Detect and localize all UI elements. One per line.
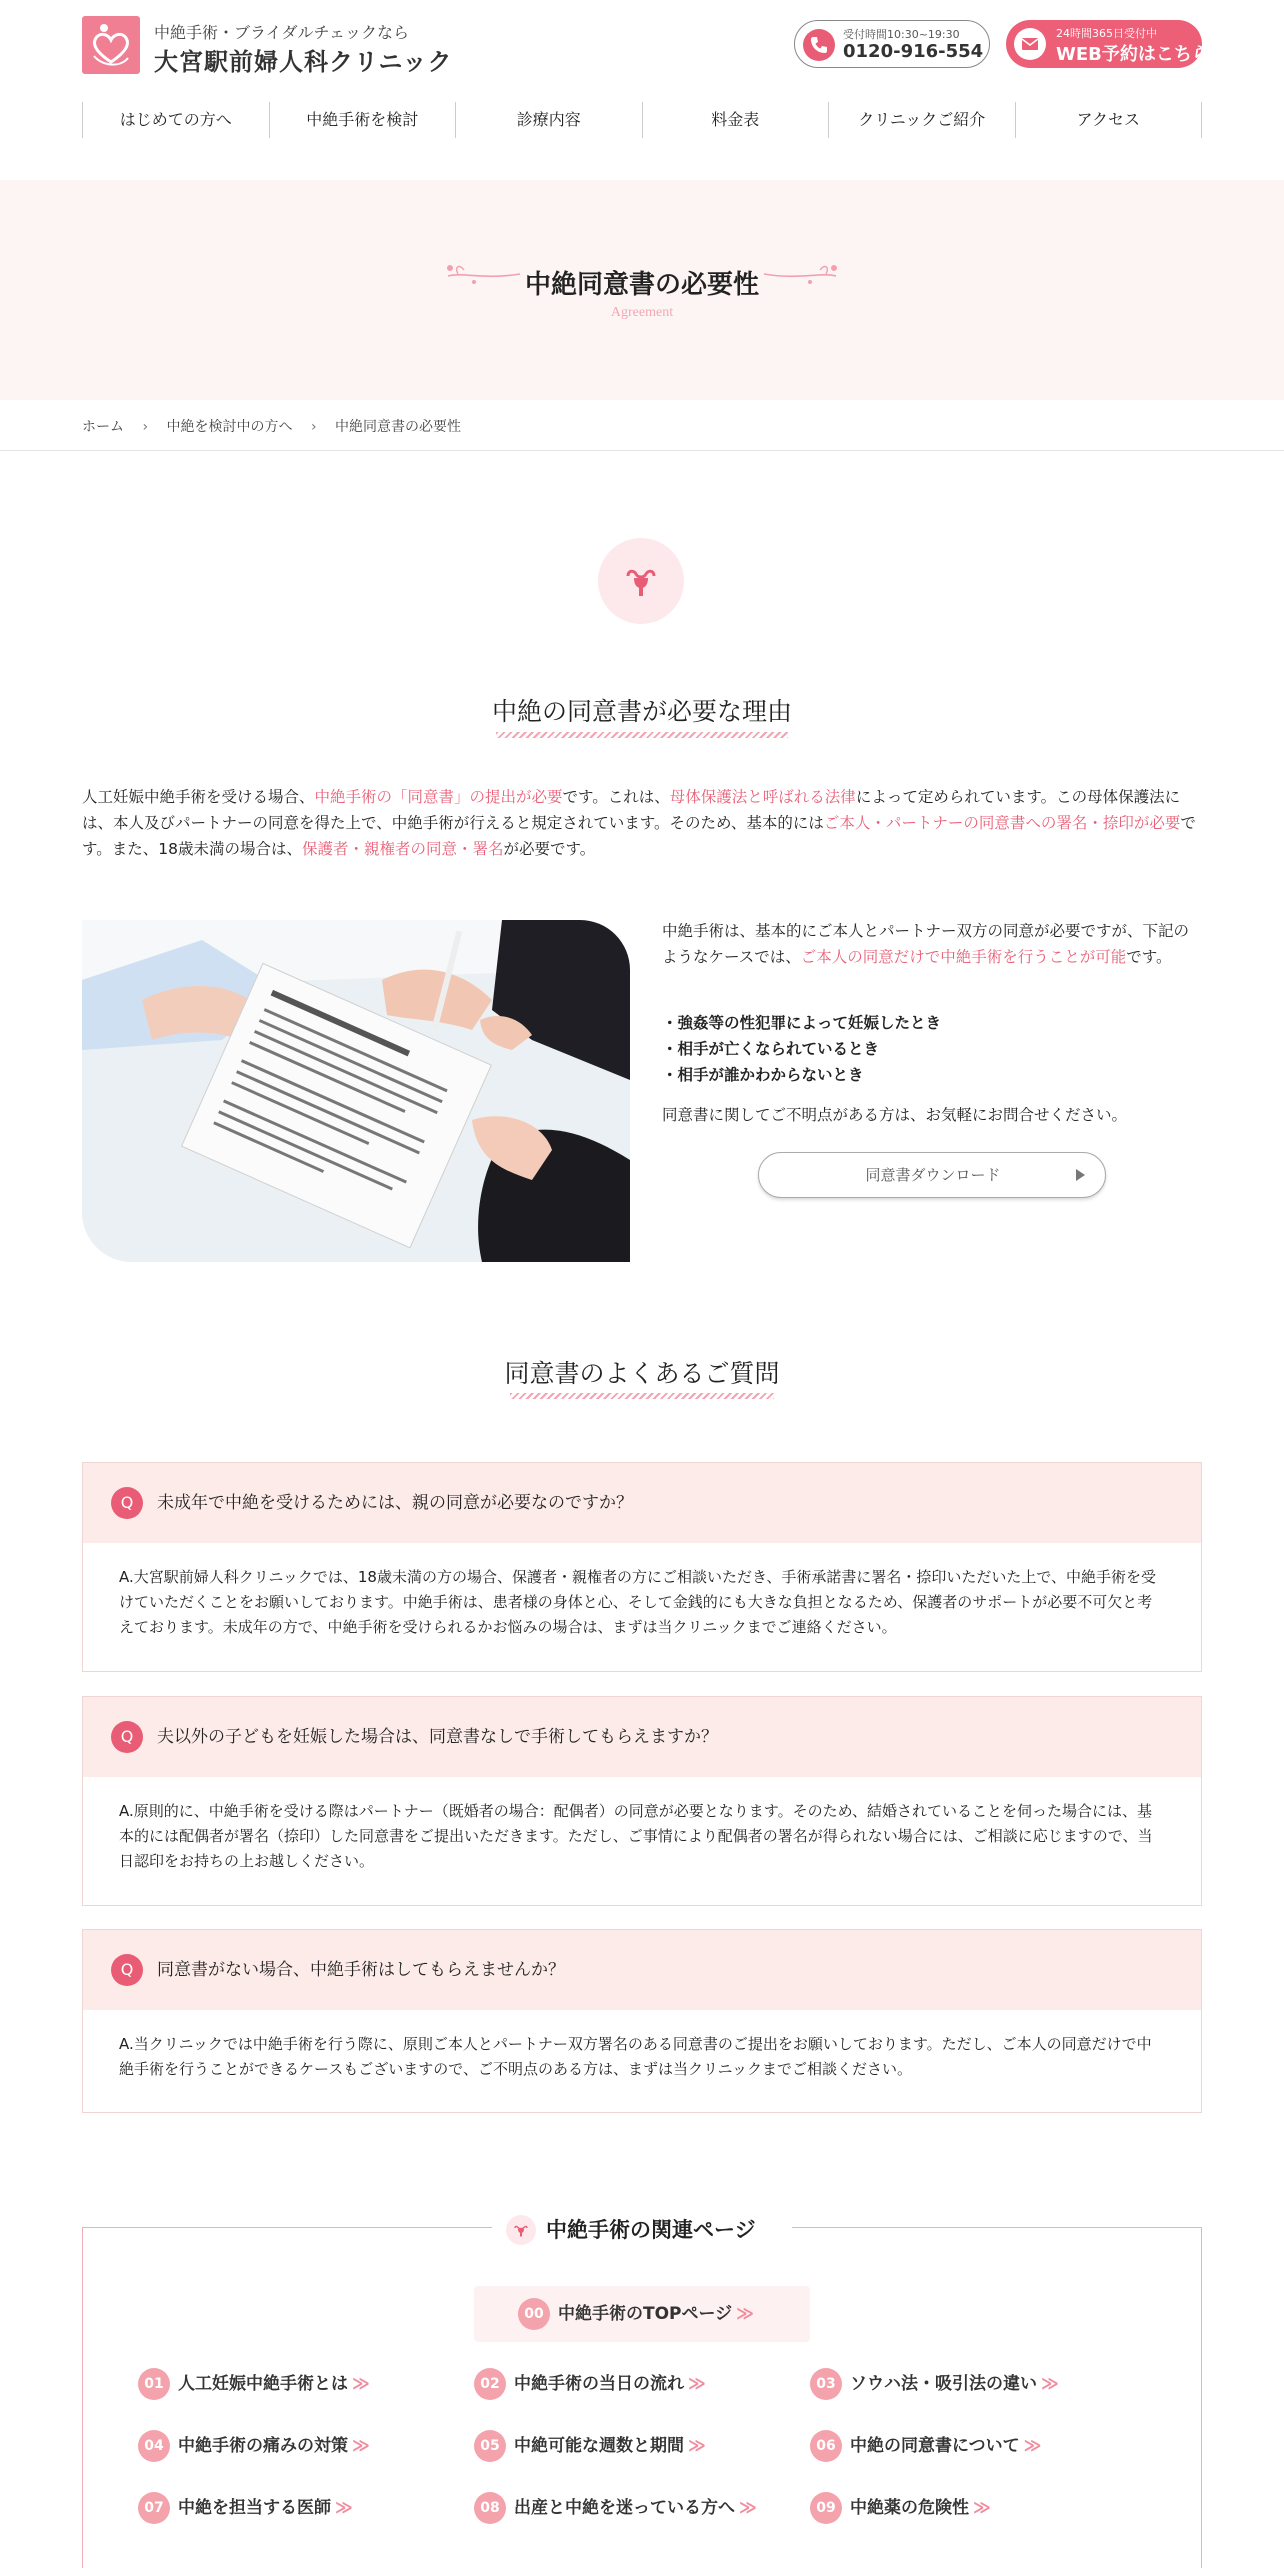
paragraph-text: 中絶手術は、基本的にご本人とパートナー双方の同意が必要ですが、下記のようなケースでは、	[662, 922, 1190, 966]
consent-download-button[interactable]	[758, 1152, 1106, 1198]
related-link-label: 中絶薬の危険性	[850, 2498, 969, 2518]
related-number-badge: 07	[138, 2492, 170, 2524]
faq-answer: A.当クリニックでは中絶手術を行う際に、原則ご本人とパートナー双方署名のある同意書のご提出をお願いしております。ただし、ご本人の同意だけで中絶手術を行うことができるケースもございますので、ご不明点のある方は、まずは当クリニックまでご相談ください。	[119, 2035, 1152, 2078]
faq-question-text: 同意書がない場合、中絶手術はしてもらえませんか？	[157, 1960, 565, 1980]
faq-item	[82, 1929, 1202, 2113]
faq-question-text: 夫以外の子どもを妊娠した場合は、同意書なしで手術してもらえますか？	[157, 1727, 718, 1747]
double-chevron-icon: ≫	[352, 2374, 367, 2394]
related-link-label: 中絶手術のTOPページ	[558, 2304, 733, 2324]
related-link-label: 中絶可能な週数と期間	[514, 2436, 684, 2456]
double-chevron-icon: ≫	[335, 2498, 350, 2518]
clinic-name[interactable]: 大宮駅前婦人科クリニック	[154, 48, 453, 76]
faq-item	[82, 1462, 1202, 1672]
double-chevron-icon: ≫	[973, 2498, 988, 2518]
double-chevron-icon: ≫	[688, 2374, 703, 2394]
phone-hours: 受付時間10:30~19:30	[843, 28, 960, 41]
related-link-label: 中絶手術の当日の流れ	[514, 2374, 684, 2394]
web-reservation-label: WEB予約はこちら	[1056, 44, 1210, 65]
double-chevron-icon: ≫	[352, 2436, 367, 2456]
nav-item-prices[interactable]: 料金表	[642, 102, 829, 138]
faq-question[interactable]	[83, 1463, 1201, 1543]
phone-number: 0120-916-554	[843, 41, 984, 62]
related-link[interactable]	[138, 2368, 367, 2400]
related-number-badge: 02	[474, 2368, 506, 2400]
section-title-reason: 中絶の同意書が必要な理由	[491, 697, 792, 726]
paragraph-text: 人工妊娠中絶手術を受ける場合、	[82, 788, 315, 806]
exception-list	[662, 1010, 1202, 1088]
related-pages-title: 中絶手術の関連ページ	[546, 2218, 756, 2242]
faq-answer: A.大宮駅前婦人科クリニックでは、18歳未満の方の場合、保護者・親権者の方にご相談いただき、手術承諾書に署名・捺印いただいた上で、中絶手術を受けていただくことをお願いしております。中絶手術は、患者様の身体と心、そして金銭的にも大きな負担となるため、保護者のサポートが必要不可欠と考えております。未成年の方で、中絶手術を受けられるかお悩みの場合は、まずは当クリニックまでご連絡ください。	[119, 1568, 1157, 1636]
exception-paragraph	[662, 918, 1202, 970]
related-link[interactable]	[810, 2430, 1038, 2462]
page-title: 中絶同意書の必要性	[524, 270, 759, 300]
paragraph-text: です。また、18歳未満の場合は、	[82, 814, 1196, 858]
related-link[interactable]	[810, 2368, 1056, 2400]
chevron-right-icon: ›	[310, 419, 317, 435]
nav-item-access[interactable]: アクセス	[1015, 102, 1203, 138]
mail-icon	[1014, 28, 1046, 60]
paragraph-text: が必要です。	[503, 840, 596, 858]
title-underline	[496, 732, 788, 738]
breadcrumb-current: 中絶同意書の必要性	[335, 419, 462, 435]
question-badge-icon: Q	[111, 1954, 143, 1986]
paragraph-text: です。	[1126, 948, 1172, 966]
related-link[interactable]	[810, 2492, 988, 2524]
exception-item: ・相手が誰かわからないとき	[662, 1066, 864, 1084]
double-chevron-icon: ≫	[736, 2304, 751, 2324]
contact-note: 同意書に関してご不明点がある方は、お気軽にお問合せください。	[662, 1106, 1128, 1124]
faq-question-text: 未成年で中絶を受けるためには、親の同意が必要なのですか？	[157, 1493, 633, 1513]
related-number-badge: 01	[138, 2368, 170, 2400]
exception-item: ・強姦等の性犯罪によって妊娠したとき	[662, 1014, 942, 1032]
consent-form-photo	[82, 920, 630, 1262]
related-top-content	[518, 2298, 751, 2330]
question-badge-icon: Q	[111, 1487, 143, 1519]
paragraph-text: です。これは、	[562, 788, 670, 806]
related-link[interactable]	[138, 2430, 367, 2462]
related-link[interactable]	[474, 2492, 754, 2524]
consent-download-label: 同意書ダウンロード	[865, 1166, 1001, 1184]
related-link[interactable]	[138, 2492, 350, 2524]
related-number-badge: 06	[810, 2430, 842, 2462]
nav-item-treatments[interactable]: 診療内容	[455, 102, 642, 138]
double-chevron-icon: ≫	[1041, 2374, 1056, 2394]
faq-question[interactable]	[83, 1697, 1201, 1777]
exception-item: ・相手が亡くなられているとき	[662, 1040, 880, 1058]
related-link-label: 中絶の同意書について	[850, 2436, 1020, 2456]
double-chevron-icon: ≫	[739, 2498, 754, 2518]
chevron-right-icon: ›	[142, 419, 149, 435]
breadcrumb-divider	[0, 450, 1284, 451]
page-subtitle: Agreement	[610, 305, 674, 320]
highlight-text: ご本人の同意だけで中絶手術を行うことが可能	[800, 948, 1127, 966]
double-chevron-icon: ≫	[688, 2436, 703, 2456]
phone-icon	[803, 29, 835, 61]
faq-item	[82, 1696, 1202, 1906]
header-tagline: 中絶手術・ブライダルチェックなら	[154, 23, 410, 42]
nav-item-first-visit[interactable]: はじめての方へ	[82, 102, 269, 138]
breadcrumb-home[interactable]: ホーム	[82, 419, 124, 435]
clinic-logo-icon[interactable]	[82, 16, 140, 74]
highlight-text: 保護者・親権者の同意・署名	[301, 840, 504, 858]
faq-question[interactable]	[83, 1930, 1201, 2010]
related-link-label: 中絶を担当する医師	[178, 2498, 331, 2518]
related-link[interactable]	[474, 2430, 703, 2462]
related-link-label: 出産と中絶を迷っている方へ	[514, 2498, 735, 2518]
faq-answer: A.原則的に、中絶手術を受ける際はパートナー（既婚者の場合：配偶者）の同意が必要となります。そのため、結婚されていることを伺った場合には、基本的には配偶者が署名（捺印）した同意書をご提出いただきます。ただし、ご事情により配偶者の署名が得られない場合には、ご相談に応じますので、当日認印をお持ちの上お越しください。	[119, 1802, 1153, 1870]
related-top-link[interactable]	[474, 2286, 810, 2342]
related-number-badge: 08	[474, 2492, 506, 2524]
related-number-badge: 03	[810, 2368, 842, 2400]
web-reservation-button[interactable]	[1006, 20, 1210, 68]
related-link-label: 中絶手術の痛みの対策	[178, 2436, 348, 2456]
play-arrow-icon	[1076, 1169, 1085, 1181]
phone-button[interactable]	[794, 20, 990, 68]
uterus-icon	[598, 538, 684, 624]
related-number-badge: 04	[138, 2430, 170, 2462]
related-number-badge: 05	[474, 2430, 506, 2462]
global-nav	[82, 102, 1202, 138]
highlight-text: 母体保護法と呼ばれる法律	[669, 788, 856, 806]
related-number-badge: 00	[518, 2298, 550, 2330]
intro-paragraph	[82, 784, 1202, 862]
paragraph-text: によって定められています。この母体保護法には、本人及びパートナーの同意を得た上で、中絶手術が行えると規定されています。そのため、基本的には	[82, 788, 1181, 832]
related-link-label: 人工妊娠中絶手術とは	[178, 2374, 348, 2394]
uterus-icon	[506, 2215, 536, 2245]
title-underline	[510, 1393, 774, 1399]
related-link-label: ソウハ法・吸引法の違い	[850, 2374, 1037, 2394]
related-link[interactable]	[474, 2368, 703, 2400]
breadcrumb-abortion[interactable]: 中絶を検討中の方へ	[166, 419, 293, 435]
question-badge-icon: Q	[111, 1721, 143, 1753]
highlight-text: 中絶手術の「同意書」の提出が必要	[314, 788, 563, 806]
nav-item-clinic[interactable]: クリニックご紹介	[828, 102, 1015, 138]
nav-item-abortion[interactable]: 中絶手術を検討	[269, 102, 456, 138]
related-number-badge: 09	[810, 2492, 842, 2524]
breadcrumb	[82, 416, 475, 436]
web-reservation-sub: 24時間365日受付中	[1056, 27, 1157, 40]
highlight-text: ご本人・パートナーの同意書への署名・捺印が必要	[823, 814, 1181, 832]
double-chevron-icon: ≫	[1023, 2436, 1039, 2456]
section-title-faq: 同意書のよくあるご質問	[504, 1359, 780, 1388]
